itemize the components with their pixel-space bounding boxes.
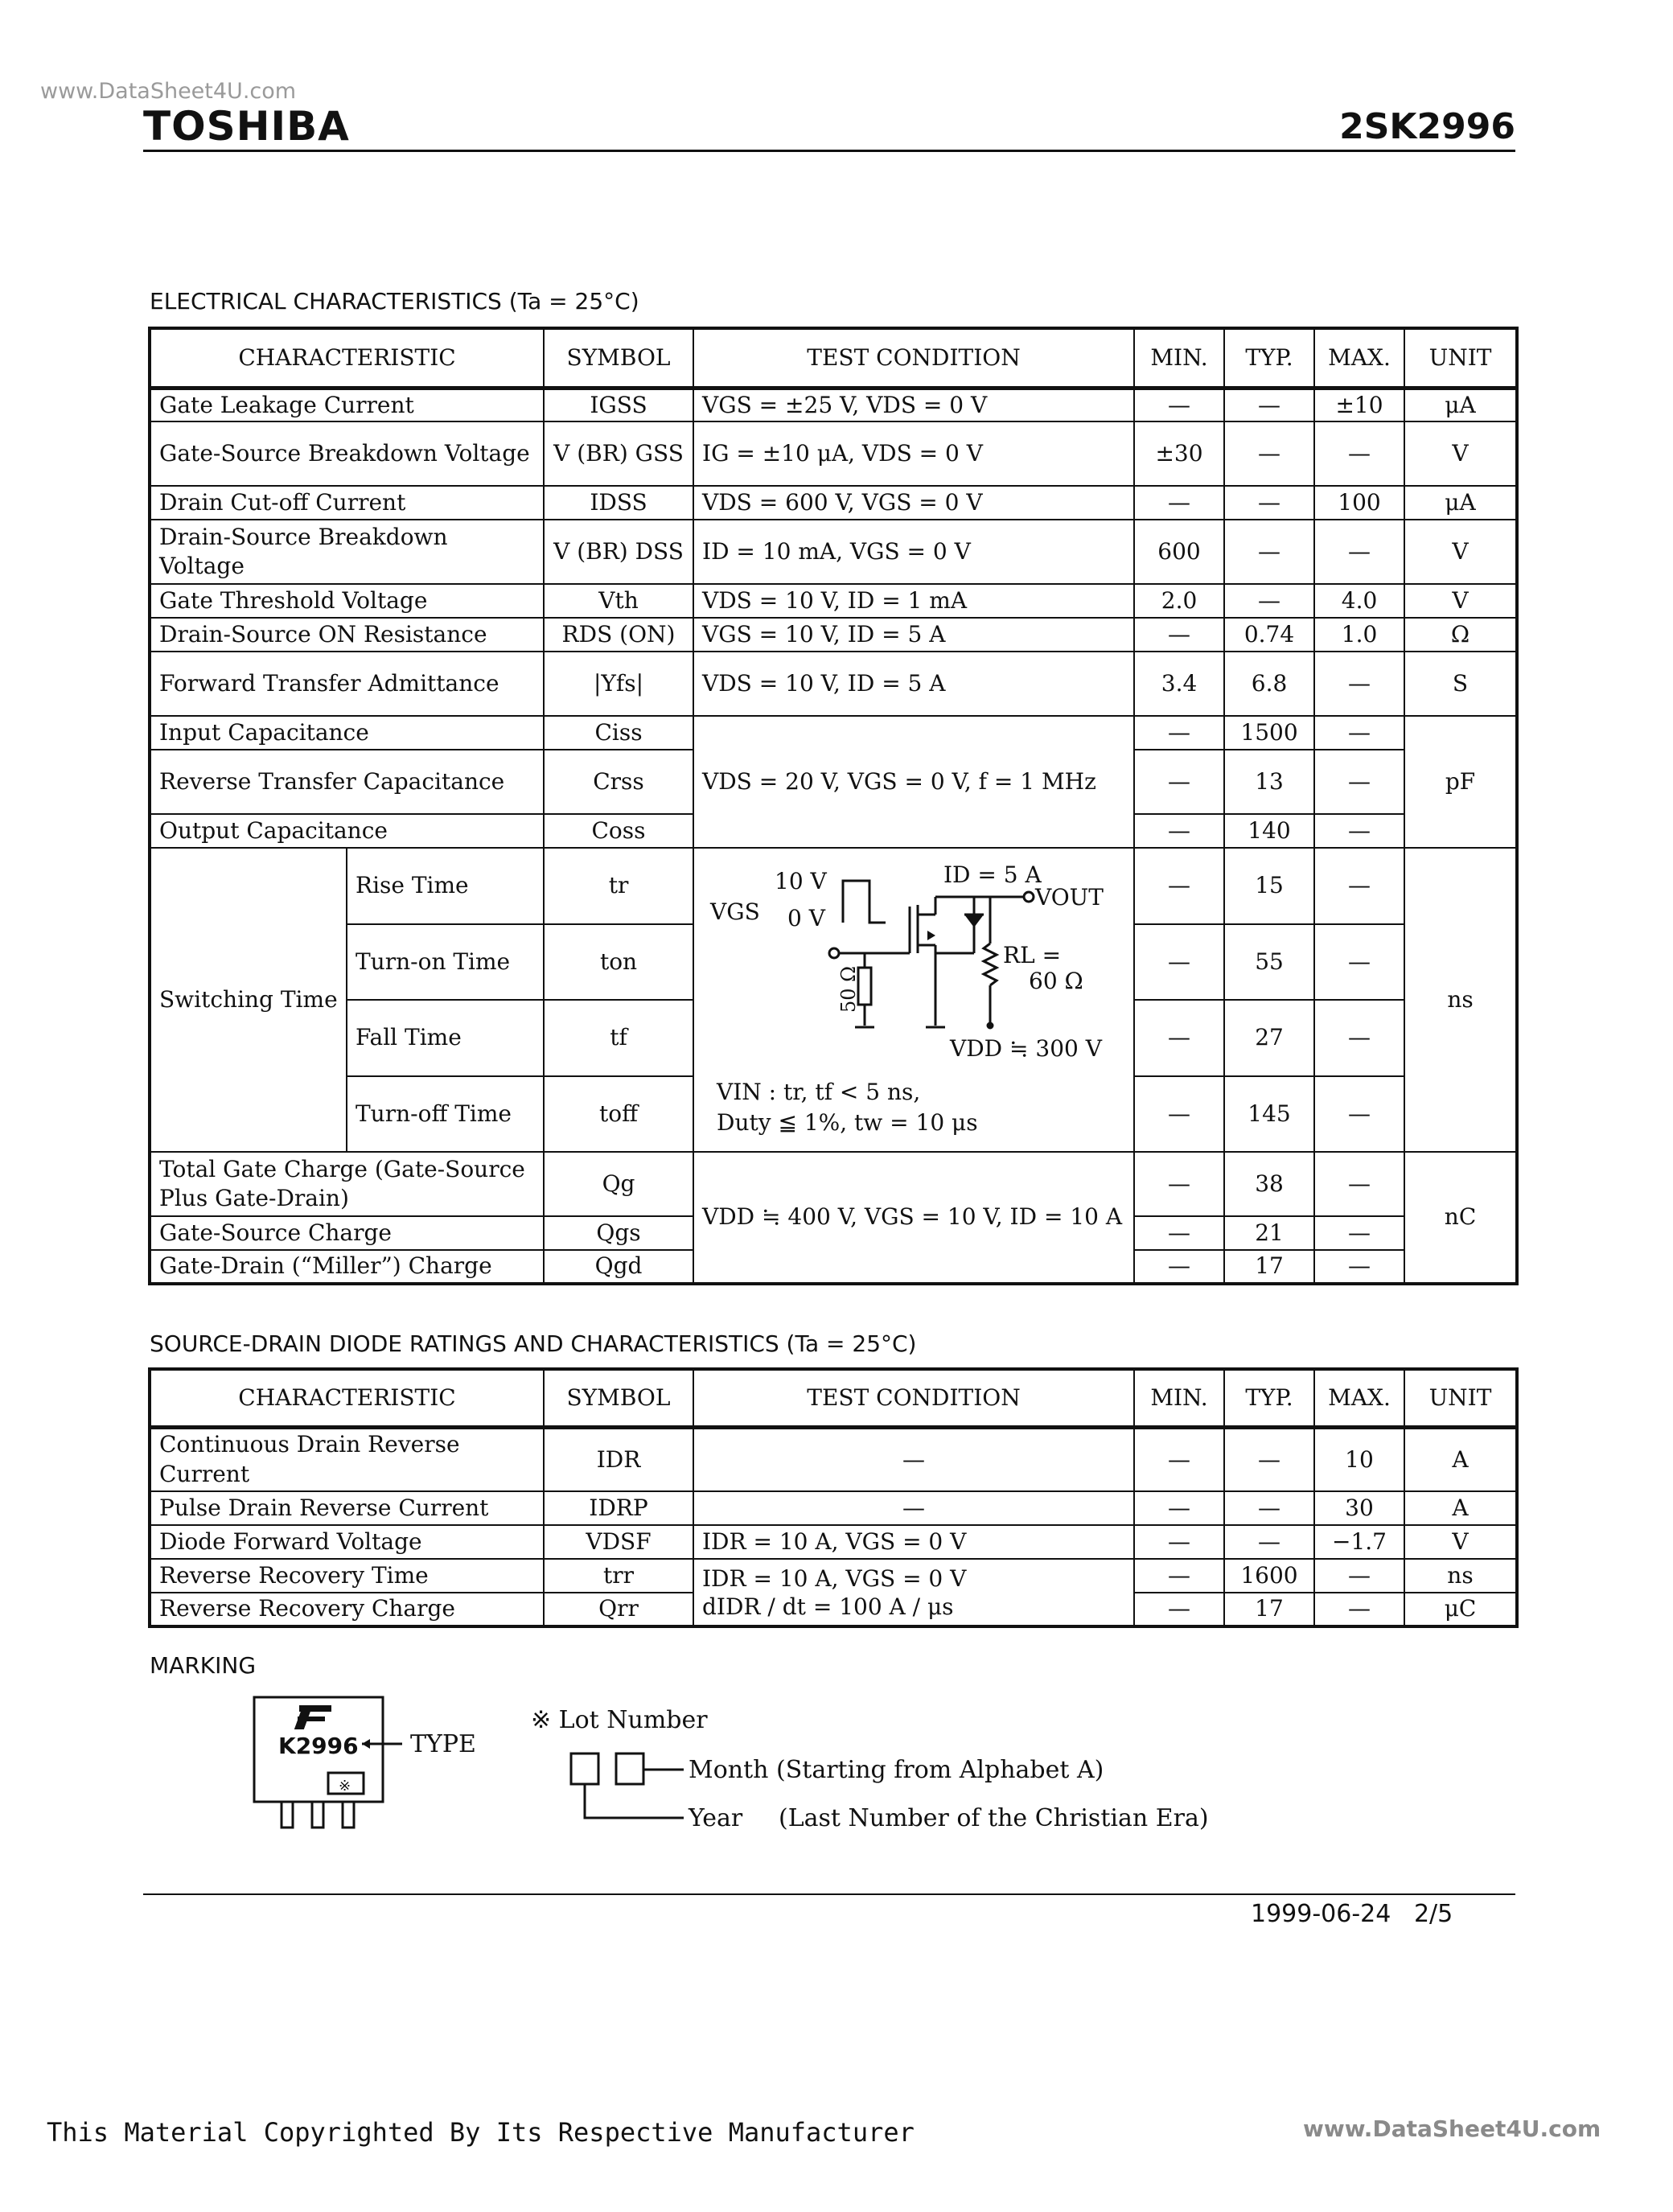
row-symbol: toff [544,1076,693,1153]
row-typ: 13 [1224,750,1314,814]
row-characteristic: Gate Threshold Voltage [150,584,544,618]
row-min: — [1134,1427,1224,1491]
switching-unit: ns [1404,848,1517,1152]
table-row [150,1491,1517,1525]
circuit-vdd-label: VDD ≒ 300 V [950,1035,1102,1062]
row-min: — [1134,1250,1224,1284]
row-characteristic: Output Capacitance [150,814,544,848]
body-diode-icon [964,915,984,927]
lot-year-box [616,1754,643,1784]
row-typ: 15 [1224,848,1314,924]
row-min: — [1134,848,1224,924]
row-typ: 17 [1224,1593,1314,1626]
row-typ: — [1224,486,1314,520]
row-min: — [1134,1593,1224,1626]
table-row [150,1559,1517,1593]
lead-1 [282,1802,293,1828]
row-typ: 145 [1224,1076,1314,1153]
row-symbol: tf [544,1000,693,1076]
row-max: 4.0 [1314,584,1404,618]
row-max: — [1314,924,1404,1001]
row-unit: Ω [1404,618,1517,652]
marking-type-label: TYPE [410,1730,476,1758]
capacitance-condition: VDS = 20 V, VGS = 0 V, f = 1 MHz [693,716,1134,848]
row-typ: 6.8 [1224,652,1314,716]
circuit-vgs-label: VGS [710,898,760,925]
col-symbol: SYMBOL [544,328,693,388]
row-max: — [1314,814,1404,848]
row-min: — [1134,1152,1224,1216]
footer-rule [143,1893,1515,1895]
diode-table [148,1367,1519,1628]
circuit-r50-label: 50 Ω [837,965,861,1013]
row-unit: ns [1404,1559,1517,1593]
col-characteristic: CHARACTERISTIC [150,328,544,388]
table-row [150,716,1517,750]
row-condition: — [693,1427,1134,1491]
row-condition: VDS = 600 V, VGS = 0 V [693,486,1134,520]
row-unit: V [1404,1525,1517,1559]
row-max: — [1314,1076,1404,1153]
rr-condition-line-2: dIDR / dt = 100 A / μs [702,1593,954,1620]
row-typ: — [1224,1491,1314,1525]
row-typ: 1600 [1224,1559,1314,1593]
switching-note-1: VIN : tr, tf < 5 ns, [717,1079,921,1105]
table-row [150,618,1517,652]
row-characteristic: Drain-Source Breakdown Voltage [150,520,544,584]
row-symbol: tr [544,848,693,924]
date-page: 1999-06-24 2/5 [1251,1900,1453,1928]
row-symbol: IDRP [544,1491,693,1525]
row-max: — [1314,1559,1404,1593]
row-symbol: Crss [544,750,693,814]
row-symbol: V (BR) DSS [544,520,693,584]
col-symbol: SYMBOL [544,1369,693,1427]
switching-circuit-cell [693,848,1134,1152]
circuit-rl-value: 60 Ω [1029,968,1083,994]
col-test-condition: TEST CONDITION [693,328,1134,388]
row-characteristic: Input Capacitance [150,716,544,750]
row-typ: 38 [1224,1152,1314,1216]
row-characteristic: Gate-Source Breakdown Voltage [150,421,544,486]
copyright-notice: This Material Copyrighted By Its Respective Manufacturer [47,2117,915,2148]
row-characteristic: Diode Forward Voltage [150,1525,544,1559]
row-unit: μA [1404,486,1517,520]
row-characteristic: Total Gate Charge (Gate-Source Plus Gate-Drain) [150,1152,544,1216]
col-characteristic: CHARACTERISTIC [150,1369,544,1427]
charge-unit: nC [1404,1152,1517,1284]
lot-month-box [571,1754,598,1784]
row-symbol: Qgd [544,1250,693,1284]
row-max: 10 [1314,1427,1404,1491]
row-condition: VGS = 10 V, ID = 5 A [693,618,1134,652]
vout-terminal [1024,892,1034,902]
row-min: — [1134,618,1224,652]
electrical-table [148,327,1519,1285]
row-unit: μA [1404,388,1517,421]
row-characteristic: Reverse Recovery Time [150,1559,544,1593]
row-min: — [1134,1000,1224,1076]
row-unit: A [1404,1491,1517,1525]
input-pulse-waveform [843,881,886,923]
row-characteristic: Forward Transfer Admittance [150,652,544,716]
marking-lot-symbol: ※ [339,1778,351,1795]
row-symbol: RDS (ON) [544,618,693,652]
capacitance-unit: pF [1404,716,1517,848]
row-min: — [1134,1491,1224,1525]
table-row [150,1427,1517,1491]
table-row [150,652,1517,716]
marking-diagram [241,1689,1287,1850]
rr-condition-line-1: IDR = 10 A, VGS = 0 V [702,1564,967,1592]
row-min: 600 [1134,520,1224,584]
switch-sub-label: Turn-on Time [347,924,544,1001]
switching-time-label: Switching Time [150,848,347,1152]
row-typ: 17 [1224,1250,1314,1284]
part-number: 2SK2996 [1339,106,1515,147]
toshiba-logo-icon [294,1705,331,1729]
lot-year-word: Year [689,1804,743,1832]
table-header-row [150,328,1517,388]
row-condition: VDS = 10 V, ID = 5 A [693,652,1134,716]
row-characteristic: Gate-Drain (“Miller”) Charge [150,1250,544,1284]
row-symbol: IDSS [544,486,693,520]
col-typ: TYP. [1224,328,1314,388]
row-unit: V [1404,520,1517,584]
circuit-rl-label: RL = [1003,942,1062,968]
row-symbol: Coss [544,814,693,848]
row-symbol: IDR [544,1427,693,1491]
row-max: — [1314,652,1404,716]
switch-sub-label: Turn-off Time [347,1076,544,1153]
row-max: — [1314,1593,1404,1626]
row-condition: VGS = ±25 V, VDS = 0 V [693,388,1134,421]
reverse-recovery-condition [693,1559,1134,1626]
row-symbol: ton [544,924,693,1001]
row-min: — [1134,924,1224,1001]
row-typ: — [1224,1525,1314,1559]
row-condition: IG = ±10 μA, VDS = 0 V [693,421,1134,486]
row-typ: — [1224,1427,1314,1491]
row-typ: 55 [1224,924,1314,1001]
switching-note-2: Duty ≦ 1%, tw = 10 μs [717,1109,978,1136]
row-symbol: IGSS [544,388,693,421]
header-rule [143,150,1515,152]
row-typ: 27 [1224,1000,1314,1076]
row-condition: VDS = 10 V, ID = 1 mA [693,584,1134,618]
row-symbol: Qrr [544,1593,693,1626]
row-symbol: Vth [544,584,693,618]
row-min: ±30 [1134,421,1224,486]
row-max: — [1314,421,1404,486]
lot-year-desc: (Last Number of the Christian Era) [779,1804,1209,1832]
row-condition: — [693,1491,1134,1525]
row-typ: — [1224,520,1314,584]
row-max: — [1314,520,1404,584]
row-unit: V [1404,421,1517,486]
col-test-condition: TEST CONDITION [693,1369,1134,1427]
row-characteristic: Gate-Source Charge [150,1216,544,1250]
table-row [150,486,1517,520]
circuit-v-high: 10 V [775,868,827,894]
col-max: MAX. [1314,328,1404,388]
row-typ: 140 [1224,814,1314,848]
electrical-title: ELECTRICAL CHARACTERISTICS (Ta = 25°C) [150,288,639,315]
row-characteristic: Pulse Drain Reverse Current [150,1491,544,1525]
row-unit: S [1404,652,1517,716]
row-symbol: VDSF [544,1525,693,1559]
row-max: — [1314,1000,1404,1076]
lead-3 [343,1802,354,1828]
row-symbol: V (BR) GSS [544,421,693,486]
row-symbol: Qgs [544,1216,693,1250]
row-condition: IDR = 10 A, VGS = 0 V [693,1525,1134,1559]
row-max: ±10 [1314,388,1404,421]
watermark-top: www.DataSheet4U.com [40,79,297,104]
row-max: −1.7 [1314,1525,1404,1559]
row-characteristic: Drain-Source ON Resistance [150,618,544,652]
row-characteristic: Reverse Recovery Charge [150,1593,544,1626]
row-unit: A [1404,1427,1517,1491]
row-characteristic: Gate Leakage Current [150,388,544,421]
table-row [150,584,1517,618]
row-max: — [1314,1152,1404,1216]
row-min: — [1134,750,1224,814]
switch-sub-label: Rise Time [347,848,544,924]
row-max: — [1314,848,1404,924]
lot-month-desc: Month (Starting from Alphabet A) [689,1756,1104,1784]
table-row [150,848,1517,924]
table-row [150,421,1517,486]
row-min: — [1134,1216,1224,1250]
row-typ: — [1224,584,1314,618]
marking-title: MARKING [150,1652,257,1679]
circuit-id-label: ID = 5 A [943,861,1042,888]
row-max: — [1314,1250,1404,1284]
row-typ: — [1224,421,1314,486]
row-characteristic: Reverse Transfer Capacitance [150,750,544,814]
row-min: — [1134,486,1224,520]
row-min: — [1134,716,1224,750]
row-min: — [1134,814,1224,848]
row-min: — [1134,1559,1224,1593]
switching-test-circuit [694,849,1135,1151]
table-row [150,520,1517,584]
row-symbol: |Yfs| [544,652,693,716]
row-min: — [1134,1076,1224,1153]
row-typ: 21 [1224,1216,1314,1250]
col-min: MIN. [1134,1369,1224,1427]
switch-sub-label: Fall Time [347,1000,544,1076]
row-typ: 1500 [1224,716,1314,750]
input-terminal [829,948,839,958]
row-max: — [1314,1216,1404,1250]
row-symbol: Qg [544,1152,693,1216]
row-unit: V [1404,584,1517,618]
row-max: — [1314,716,1404,750]
row-characteristic: Drain Cut-off Current [150,486,544,520]
row-symbol: trr [544,1559,693,1593]
row-characteristic: Continuous Drain Reverse Current [150,1427,544,1491]
brand-logo: TOSHIBA [143,103,350,150]
marking-type-code: K2996 [278,1733,359,1759]
diode-title: SOURCE-DRAIN DIODE RATINGS AND CHARACTERISTICS (Ta = 25°C) [150,1330,917,1357]
col-max: MAX. [1314,1369,1404,1427]
row-typ: 0.74 [1224,618,1314,652]
charge-condition: VDD ≒ 400 V, VGS = 10 V, ID = 10 A [693,1152,1134,1284]
circuit-v-low: 0 V [787,905,825,931]
row-min: 2.0 [1134,584,1224,618]
row-max: 30 [1314,1491,1404,1525]
row-min: — [1134,388,1224,421]
col-min: MIN. [1134,328,1224,388]
table-row [150,1152,1517,1216]
lot-number-label: ※ Lot Number [531,1706,708,1734]
row-unit: μC [1404,1593,1517,1626]
row-condition: ID = 10 mA, VGS = 0 V [693,520,1134,584]
watermark-bottom: www.DataSheet4U.com [1303,2115,1601,2142]
table-header-row [150,1369,1517,1427]
lead-2 [312,1802,323,1828]
table-row [150,388,1517,421]
col-typ: TYP. [1224,1369,1314,1427]
row-min: 3.4 [1134,652,1224,716]
table-row [150,1525,1517,1559]
row-symbol: Ciss [544,716,693,750]
row-max: — [1314,750,1404,814]
circuit-vout-label: VOUT [1035,884,1104,911]
row-typ: — [1224,388,1314,421]
row-max: 1.0 [1314,618,1404,652]
row-min: — [1134,1525,1224,1559]
row-max: 100 [1314,486,1404,520]
col-unit: UNIT [1404,1369,1517,1427]
col-unit: UNIT [1404,328,1517,388]
